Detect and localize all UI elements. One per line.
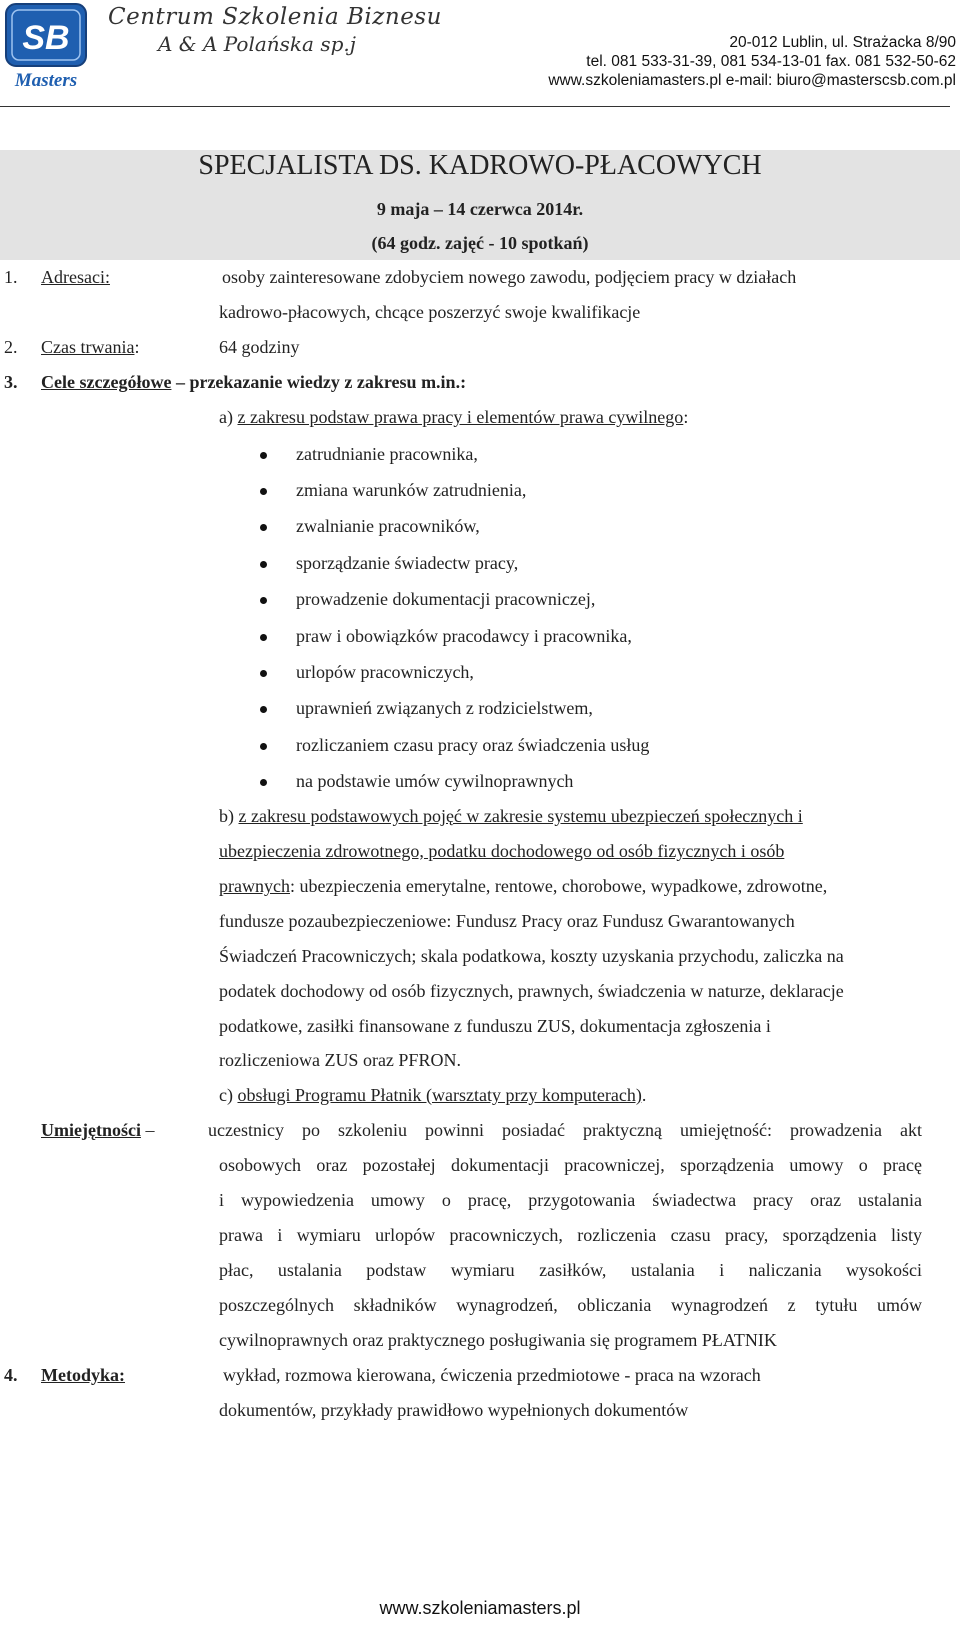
bullet-icon: [260, 597, 267, 604]
bullet-icon: [260, 670, 267, 677]
logo-wordmark: Masters: [14, 70, 78, 91]
list-item: zatrudnianie pracownika,: [296, 444, 478, 464]
umiejetnosci-line: uczestnicy po szkoleniu powinni posiadać praktyczną umiejętność: prowadzenia akt: [208, 1120, 922, 1140]
course-hours: (64 godz. zajęć - 10 spotkań): [371, 233, 589, 253]
metodyka-text: wykład, rozmowa kierowana, ćwiczenia przedmiotowe - praca na wzorach: [223, 1365, 761, 1385]
course-title: SPECJALISTA DS. KADROWO-PŁACOWYCH: [198, 150, 762, 181]
metodyka-text: dokumentów, przykłady prawidłowo wypełnionych dokumentów: [219, 1400, 689, 1420]
list-item: na podstawie umów cywilnoprawnych: [296, 771, 574, 791]
footer-url: www.szkoleniamasters.pl: [379, 1598, 581, 1618]
umiejetnosci-dash: –: [140, 1120, 155, 1140]
umiejetnosci-line: prawa i wymiaru urlopów pracowniczych, rozliczenia czasu pracy, sporządzenia listy: [219, 1225, 922, 1245]
cele-b-prefix: b): [219, 806, 239, 826]
cele-a-prefix: a): [219, 407, 238, 427]
adresaci-text: osoby zainteresowane zdobyciem nowego zawodu, podjęciem pracy w działach: [222, 267, 797, 287]
list-item: prowadzenie dokumentacji pracowniczej,: [296, 589, 596, 609]
company-name: Centrum Szkolenia Biznesu: [108, 4, 442, 30]
umiejetnosci-line: poszczególnych składników wynagrodzeń, obliczania wynagrodzeń z tytułu umów: [219, 1295, 922, 1315]
czas-value: 64 godziny: [219, 337, 300, 357]
bullet-icon: [260, 779, 267, 786]
cele-b-line: fundusze pozaubezpieczeniowe: Fundusz Pracy oraz Fundusz Gwarantowanych: [219, 911, 795, 931]
bullet-icon: [260, 561, 267, 568]
list-item: uprawnień związanych z rodzicielstwem,: [296, 698, 593, 718]
cele-rest: – przekazanie wiedzy z zakresu m.in.:: [171, 372, 467, 392]
section-number: 3.: [4, 372, 18, 392]
cele-c-title: obsługi Programu Płatnik (warsztaty przy komputerach): [237, 1085, 642, 1105]
czas-label-text: Czas trwania: [41, 337, 135, 357]
cele-c-line: [219, 1085, 646, 1106]
bullet-icon: [260, 488, 267, 495]
bullet-icon: [260, 524, 267, 531]
cele-b-line: [219, 806, 803, 827]
metodyka-label: Metodyka:: [41, 1365, 125, 1385]
list-item: urlopów pracowniczych,: [296, 662, 474, 682]
bullet-icon: [260, 706, 267, 713]
umiejetnosci-label: Umiejętności: [41, 1120, 141, 1140]
cele-b-line: rozliczeniowa ZUS oraz PFRON.: [219, 1050, 461, 1070]
list-item: zmiana warunków zatrudnienia,: [296, 480, 527, 500]
adresaci-label: Adresaci:: [41, 267, 110, 287]
cele-heading: [41, 372, 466, 393]
section-number: 2.: [4, 337, 18, 357]
cele-a-title: z zakresu podstaw prawa pracy i elementów prawa cywilnego: [237, 407, 684, 427]
cele-b-text: : ubezpieczenia emerytalne, rentowe, chorobowe, wypadkowe, zdrowotne,: [289, 876, 828, 896]
cele-b-title: z zakresu podstawowych pojęć w zakresie systemu ubezpieczeń społecznych i: [238, 806, 803, 826]
umiejetnosci-line: i wypowiedzenia umowy o pracę, przygotowania świadectwa pracy oraz ustalania: [219, 1190, 922, 1210]
umiejetnosci-heading: [41, 1120, 154, 1141]
header-divider: [0, 106, 950, 107]
cele-b-title: prawnych: [219, 876, 290, 896]
company-logo: [4, 2, 88, 94]
cele-c-prefix: c): [219, 1085, 238, 1105]
cele-b-line: podatkowe, zasiłki finansowane z funduszu ZUS, dokumentacja zgłoszenia i: [219, 1016, 771, 1036]
cele-b-line: ubezpieczenia zdrowotnego, podatku dochodowego od osób fizycznych i osób: [219, 841, 785, 861]
umiejetnosci-line: osobowych oraz pozostałej dokumentacji pracowniczej, sporządzenia umowy o pracę: [219, 1155, 922, 1175]
company-subtitle: A & A Polańska sp.j: [158, 32, 356, 56]
company-web-email: www.szkoleniamasters.pl e-mail: biuro@masterscsb.com.pl: [548, 72, 956, 89]
bullet-icon: [260, 743, 267, 750]
company-phones: tel. 081 533-31-39, 081 534-13-01 fax. 081 532-50-62: [586, 53, 956, 70]
cele-a-suffix: :: [683, 407, 689, 427]
adresaci-text: kadrowo-płacowych, chcące poszerzyć swoje kwalifikacje: [219, 302, 641, 322]
section-number: 4.: [4, 1365, 18, 1385]
section-number: 1.: [4, 267, 18, 287]
cele-c-suffix: .: [641, 1085, 647, 1105]
bullet-icon: [260, 452, 267, 459]
umiejetnosci-line: cywilnoprawnych oraz praktycznego posługiwania się programem PŁATNIK: [219, 1330, 777, 1350]
list-item: zwalnianie pracowników,: [296, 516, 480, 536]
cele-b-line: podatek dochodowy od osób fizycznych, prawnych, świadczenia w naturze, deklaracje: [219, 981, 844, 1001]
czas-colon: :: [134, 337, 140, 357]
cele-label: Cele szczegółowe: [41, 372, 172, 392]
list-item: rozliczaniem czasu pracy oraz świadczenia usług: [296, 735, 650, 755]
bullet-icon: [260, 634, 267, 641]
cele-b-line: [219, 876, 827, 897]
company-address: 20-012 Lublin, ul. Strażacka 8/90: [729, 34, 956, 51]
cele-b-line: Świadczeń Pracowniczych; skala podatkowa, koszty uzyskania przychodu, zaliczka na: [219, 946, 844, 966]
list-item: sporządzanie świadectw pracy,: [296, 553, 519, 573]
cele-a-heading: [219, 407, 688, 428]
course-dates: 9 maja – 14 czerwca 2014r.: [376, 199, 584, 219]
logo-letters: SB: [22, 19, 70, 57]
umiejetnosci-line: płac, ustalania podstaw wymiaru zasiłków, ustalania i naliczania wysokości: [219, 1260, 922, 1280]
czas-label: [41, 337, 139, 358]
list-item: praw i obowiązków pracodawcy i pracownika,: [296, 626, 632, 646]
